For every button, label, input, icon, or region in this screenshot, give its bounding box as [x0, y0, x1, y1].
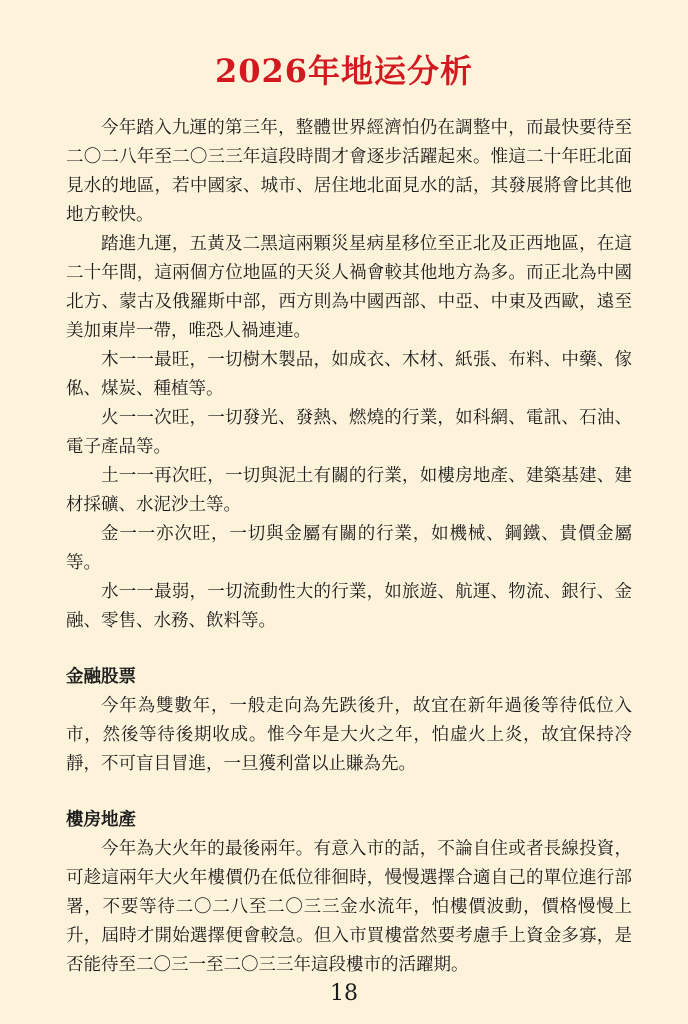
- page-title: 2026年地运分析: [214, 52, 474, 90]
- section-heading-finance: 金融股票: [66, 667, 136, 687]
- element-earth-paragraph: 土一一再次旺，一切與泥土有關的行業，如樓房地產、建築基建、建材採礦、水泥沙土等。: [66, 466, 632, 515]
- element-water-paragraph: 水一一最弱，一切流動性大的行業，如旅遊、航運、物流、銀行、金融、零售、水務、飲料等。: [66, 582, 632, 631]
- section-paragraph-property: 今年為大火年的最後兩年。有意入市的話，不論自住或者長線投資，可趁這兩年大火年樓價仍在低位徘徊時，慢慢選擇合適自己的單位進行部署，不要等待二〇二八至二〇三三金水流年，怕樓價波動，價格慢慢上升，屆時才開始選擇便會較急。但入市買樓當然要考慮手上資金多寡，是否能待至二〇三一至二〇三三年這段樓市的活躍期。: [66, 839, 632, 975]
- page-number: 18: [330, 981, 358, 1006]
- body-content: [66, 114, 632, 980]
- section-heading-property: 樓房地產: [66, 810, 136, 830]
- intro-paragraph-2: 踏進九運，五黃及二黑這兩顆災星病星移位至正北及正西地區，在這二十年間，這兩個方位地區的天災人禍會較其他地方為多。而正北為中國北方、蒙古及俄羅斯中部，西方則為中國西部、中亞、中東及西歐，遠至美加東岸一帶，唯恐人禍連連。: [66, 234, 632, 341]
- section-paragraph-finance: 今年為雙數年，一般走向為先跌後升，故宜在新年過後等待低位入市，然後等待後期收成。惟今年是大火之年，怕虛火上炎，故宜保持冷靜，不可盲目冒進，一旦獲利當以止賺為先。: [66, 696, 632, 774]
- element-wood-paragraph: 木一一最旺，一切樹木製品，如成衣、木材、紙張、布料、中藥、傢俬、煤炭、種植等。: [66, 350, 632, 399]
- intro-paragraph-1: 今年踏入九運的第三年，整體世界經濟怕仍在調整中，而最快要待至二〇二八年至二〇三三年這段時間才會逐步活躍起來。惟這二十年旺北面見水的地區，若中國家、城市、居住地北面見水的話，其發展將會比其他地方較快。: [66, 118, 632, 225]
- element-metal-paragraph: 金一一亦次旺，一切與金屬有關的行業，如機械、鋼鐵、貴價金屬等。: [66, 524, 632, 573]
- element-fire-paragraph: 火一一次旺，一切發光、發熱、燃燒的行業，如科網、電訊、石油、電子產品等。: [66, 408, 632, 457]
